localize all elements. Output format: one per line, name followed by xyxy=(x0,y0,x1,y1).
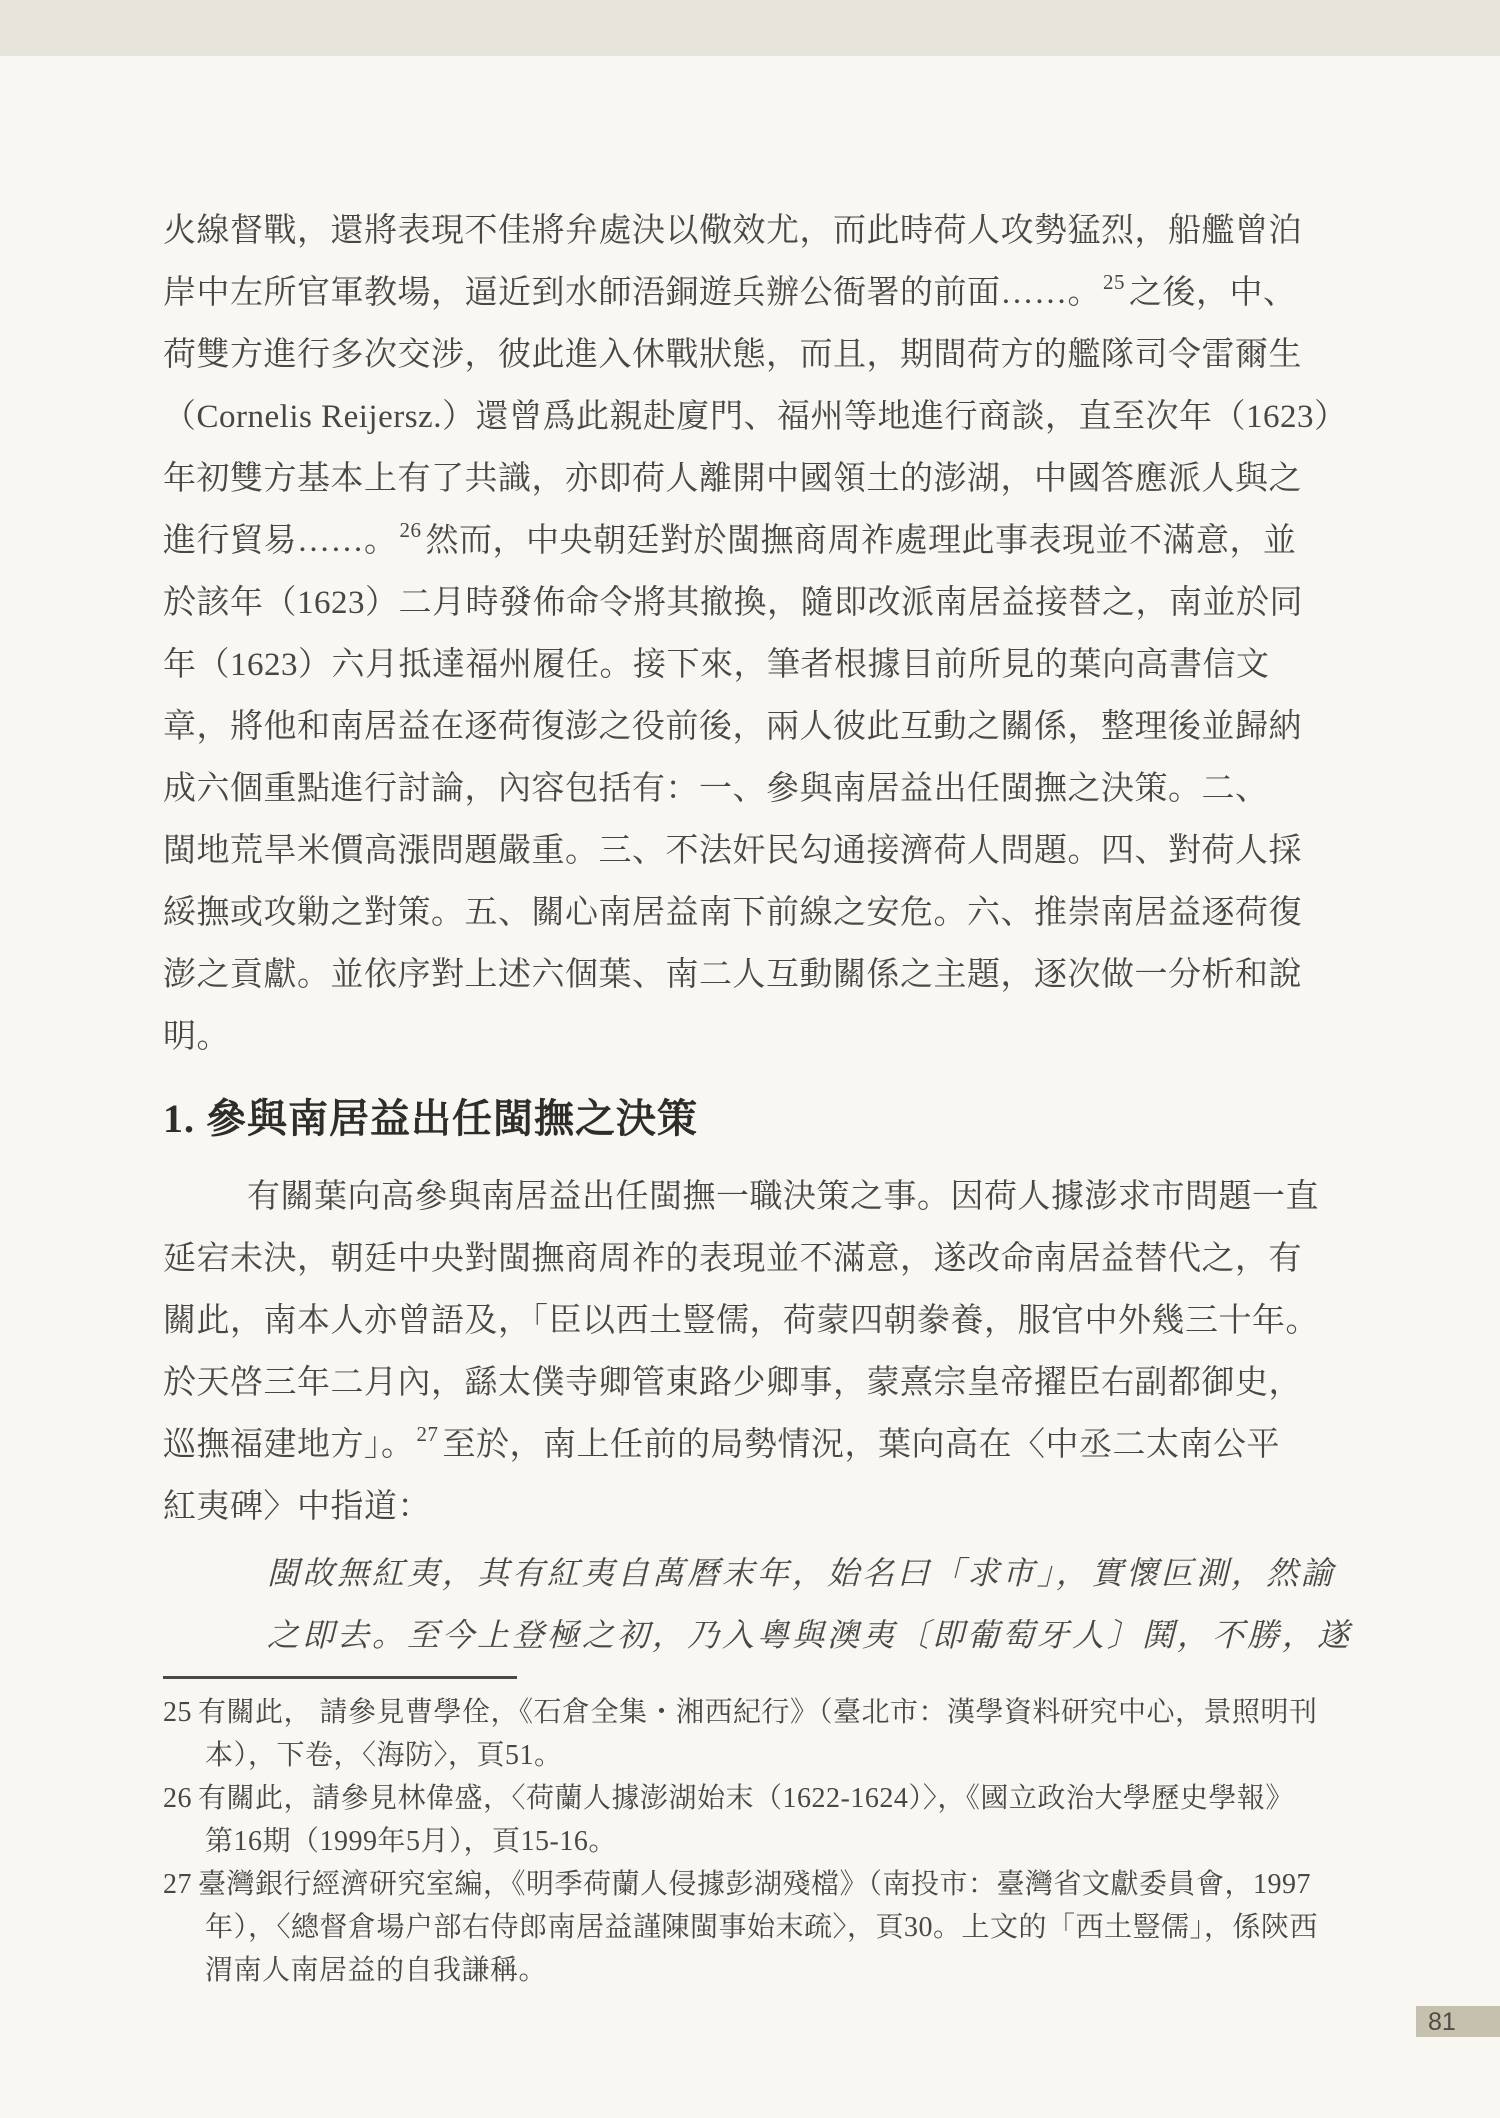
page-number-band xyxy=(1416,2006,1500,2037)
footnote xyxy=(163,1691,1318,1777)
text-line: 成六個重點進行討論，內容包括有：一、參與南居益出任閩撫之決策。二、 xyxy=(163,771,1269,807)
scan-top-band xyxy=(0,0,1500,56)
text-line: 綏撫或攻勦之對策。五、關心南居益南下前線之安危。六、推崇南居益逐荷復 xyxy=(163,895,1302,931)
text-line: 紅夷碑〉中指道： xyxy=(163,1489,431,1525)
text-line: 澎之貢獻。並依序對上述六個葉、南二人互動關係之主題，逐次做一分析和說 xyxy=(163,957,1302,993)
footnotes xyxy=(163,1691,1319,1992)
text-line: 26 有關此，請參見林偉盛，〈荷蘭人據澎湖始末（1622-1624）〉，《國立政治大學歷史學報》 xyxy=(163,1783,1294,1814)
text-line: 進行貿易……。$^{26}$ 然而，中央朝廷對於閩撫商周祚處理此事表現並不滿意，並 xyxy=(163,518,1297,559)
page-number: 81 xyxy=(1428,2008,1456,2036)
text-line: 延宕未決，朝廷中央對閩撫商周祚的表現並不滿意，遂改命南居益替代之，有 xyxy=(163,1241,1302,1277)
text-line: 渭南人南居益的自我謙稱。 xyxy=(205,1955,548,1986)
text-line: 27 臺灣銀行經濟研究室編，《明季荷蘭人侵據彭湖殘檔》（南投市：臺灣省文獻委員會，1997 xyxy=(163,1869,1312,1900)
text-line: 巡撫福建地方」。$^{27}$ 至於，南上任前的局勢情況，葉向高在〈中丞二太南公平 xyxy=(163,1422,1280,1463)
footnote-number: 25 xyxy=(163,1697,192,1728)
text-line: 之即去。至今上登極之初，乃入粵與澳夷〔即葡萄牙人〕鬨，不勝，遂 xyxy=(267,1617,1353,1653)
block-quote xyxy=(163,1542,1353,1666)
text-line: 岸中左所官軍教場，逼近到水師浯銅遊兵辦公衙署的前面……。$^{25}$ 之後，中、 xyxy=(163,270,1297,311)
paragraph-1 xyxy=(163,200,1348,1068)
text-line: 於天啓三年二月內，繇太僕寺卿管東路少卿事，蒙熹宗皇帝擢臣右副都御史， xyxy=(163,1365,1302,1401)
footnote xyxy=(163,1777,1294,1863)
text-line: 年），〈總督倉場户部右侍郎南居益謹陳閩事始末疏〉，頁30。上文的「西土豎儒」，係陝西 xyxy=(205,1912,1319,1943)
footnote-ref: 26 xyxy=(399,518,422,542)
text-line: 有關葉向高參與南居益出任閩撫一職決策之事。因荷人據澎求市問題一直 xyxy=(247,1179,1319,1215)
text-line: 閩地荒旱米價高漲問題嚴重。三、不法奸民勾通接濟荷人問題。四、對荷人採 xyxy=(163,833,1302,869)
text-line: 於該年（1623）二月時發佈命令將其撤換，隨即改派南居益接替之，南並於同 xyxy=(163,585,1303,621)
text-line: 閩故無紅夷，其有紅夷自萬曆末年，始名曰「求市」，實懷叵測，然諭 xyxy=(267,1555,1337,1591)
paragraph-2 xyxy=(163,1166,1319,1538)
text-line: 荷雙方進行多次交涉，彼此進入休戰狀態，而且，期間荷方的艦隊司令雷爾生 xyxy=(163,337,1302,373)
footnote-ref: 27 xyxy=(416,1422,439,1446)
text-line: （Cornelis Reijersz.）還曾爲此親赴廈門、福州等地進行商談，直至次年（1623） xyxy=(163,399,1348,435)
text-line: 本），下卷，〈海防〉，頁51。 xyxy=(205,1740,563,1771)
text-line: 25 有關此， 請參見曹學佺，《石倉全集・湘西紀行》（臺北市：漢學資料研究中心，景照明刊 xyxy=(163,1697,1318,1728)
footnote-number: 26 xyxy=(163,1783,192,1814)
text-line: 火線督戰，還將表現不佳將弁處決以儆效尤，而此時荷人攻勢猛烈，船艦曾泊 xyxy=(163,213,1302,249)
text-block xyxy=(163,200,1353,1992)
text-line: 關此，南本人亦曾語及，「臣以西土豎儒，荷蒙四朝豢養，服官中外幾三十年。 xyxy=(163,1303,1319,1339)
footnote-ref: 25 xyxy=(1103,270,1125,294)
text-line: 明。 xyxy=(163,1019,230,1055)
section-heading: 1. 參與南居益出任閩撫之決策 xyxy=(163,1096,698,1141)
footnote-number: 27 xyxy=(163,1869,192,1900)
footnote xyxy=(163,1863,1319,1992)
text-line: 年初雙方基本上有了共識，亦即荷人離開中國領土的澎湖，中國答應派人與之 xyxy=(163,461,1302,497)
text-line: 第16期（1999年5月），頁15-16。 xyxy=(205,1826,617,1857)
footnote-separator xyxy=(163,1676,517,1679)
text-line: 年（1623）六月抵達福州履任。接下來，筆者根據目前所見的葉向高書信文 xyxy=(163,647,1270,683)
text-line: 章，將他和南居益在逐荷復澎之役前後，兩人彼此互動之關係，整理後並歸納 xyxy=(163,709,1302,745)
